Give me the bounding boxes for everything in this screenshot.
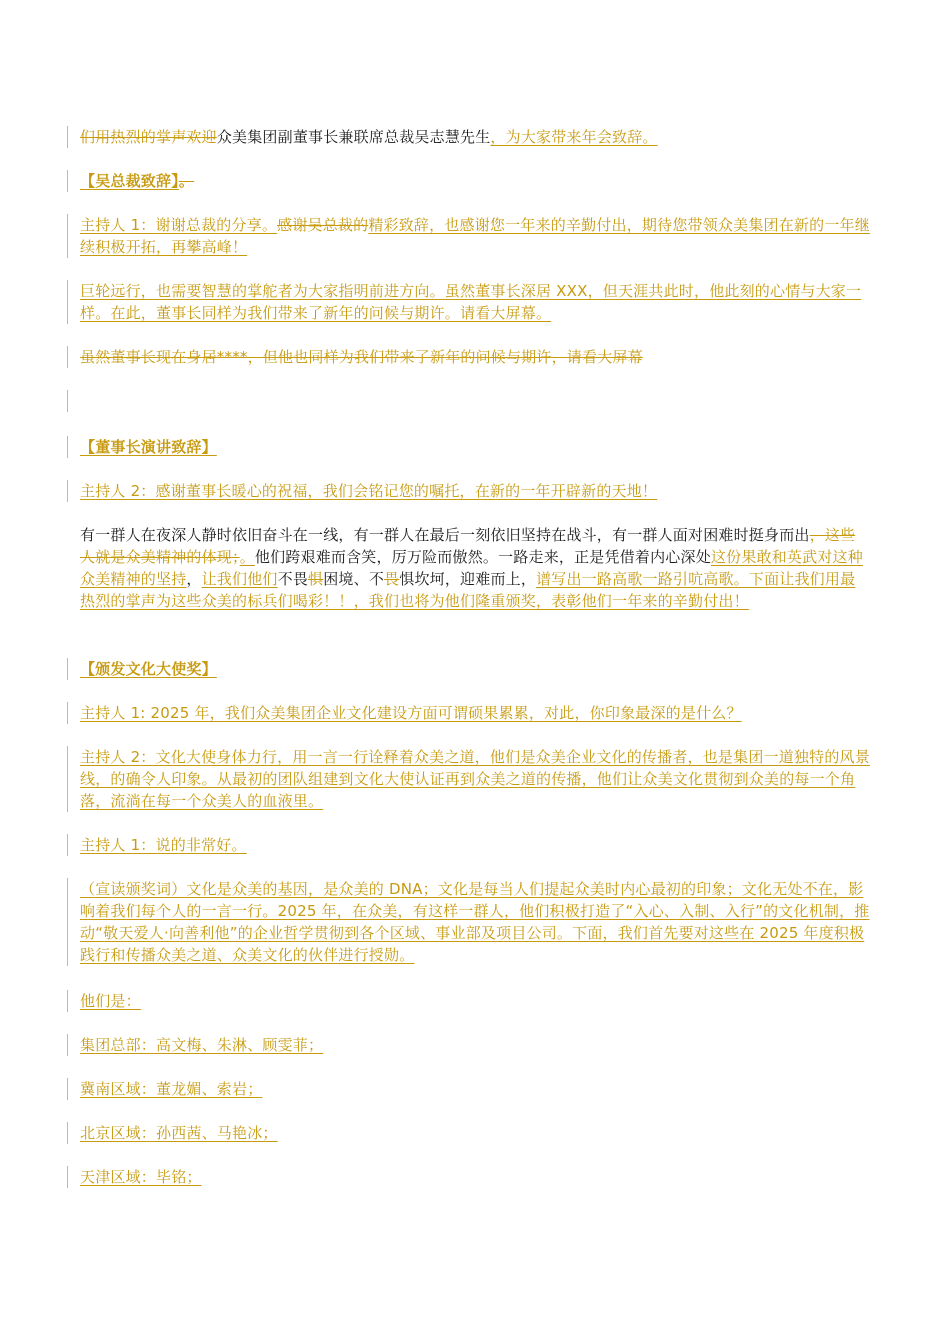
inserted-text: 主持人 2：感谢董事长暖心的祝福，我们会铭记您的嘱托，在新的一年开辟新的天地！: [80, 482, 658, 500]
change-bar: [67, 126, 68, 148]
change-bar: [67, 878, 68, 966]
deleted-text: ，这些人就是众美精神的体现；: [80, 526, 856, 566]
list-item-jinan-region: [80, 1078, 870, 1100]
change-bar: [67, 1034, 68, 1056]
inserted-text: ，为大家带来年会致辞。: [490, 128, 658, 146]
inserted-text: 主持人 2：文化大使身体力行，用一言一行诠释着众美之道，他们是众美企业文化的传播者，也是集团一道独特的风景线，的确令人印象。从最初的团队组建到文化大使认证再到众美之道的传播，他们让众美文化贯彻到众美的每一个角落，流淌在每一个众美人的血液里。: [80, 748, 870, 810]
change-bar: [67, 1166, 68, 1188]
paragraph-deleted-chairman: [80, 346, 870, 368]
list-item-tianjin-region: [80, 1166, 870, 1188]
change-bar: [67, 346, 68, 368]
change-bar: [67, 280, 68, 324]
inserted-text: 天津区域：毕铭；: [80, 1168, 202, 1186]
change-bar: [67, 1122, 68, 1144]
body-text: ，: [186, 570, 202, 588]
heading-culture-award: [80, 658, 870, 680]
change-bar: [67, 480, 68, 502]
deleted-text: 虽然董事长现在身居****，但他也同样为我们带来了新年的问候与期许，请看大屏幕: [80, 348, 643, 366]
body-text: 惧坎坷，迎难而上，: [399, 570, 537, 588]
heading-president-speech: [80, 170, 870, 192]
change-bar: [67, 214, 68, 258]
body-text: 困境、不: [323, 570, 385, 588]
paragraph-host2-ambassador: [80, 746, 870, 812]
paragraph-award-citation: [80, 878, 870, 966]
inserted-text: 巨轮远行，也需要智慧的掌舵者为大家指明前进方向。虽然董事长深居 XXX，但天涯共此时，他此刻的心情与大家一样。在此，董事长同样为我们带来了新年的问候与期许。请看大屏幕。: [80, 282, 862, 322]
change-bar: [67, 990, 68, 1012]
list-item-headquarters: [80, 1034, 870, 1056]
body-text: 有一群人在夜深人静时依旧奋斗在一线，有一群人在最后一刻依旧坚持在战斗，有一群人面对困难时挺身而出: [80, 526, 810, 544]
deleted-text: 们用热烈的掌声欢迎: [80, 128, 217, 146]
heading-chairman-speech: [80, 436, 870, 458]
deleted-text: 。: [178, 172, 195, 190]
deleted-text: 畏: [384, 570, 400, 588]
change-bar: [67, 170, 68, 192]
paragraph-host2-thanks: [80, 480, 870, 502]
change-bar: [67, 436, 68, 458]
body-text: 众美集团副董事长兼联席总裁吴志慧先生: [216, 128, 491, 146]
paragraph-host1-thanks: [80, 214, 870, 258]
inserted-text: 【吴总裁致辞】: [80, 172, 179, 190]
body-text: 不畏: [277, 570, 309, 588]
paragraph-intro-welcome: [80, 126, 870, 148]
inserted-text: 精彩致辞，也感谢您一年来的辛勤付出，期待您带领众美集团在新的一年继续积极开拓，再攀高峰！: [80, 216, 870, 256]
change-bar: [67, 746, 68, 812]
paragraph-host1-agree: [80, 834, 870, 856]
inserted-text: 【颁发文化大使奖】: [80, 660, 217, 678]
deleted-text: 惧: [308, 570, 324, 588]
inserted-text: 主持人 1: 2025 年，我们众美集团企业文化建设方面可谓硕果累累，对此，你印象最深的是什么？: [80, 704, 742, 722]
inserted-text: 集团总部：高文梅、朱淋、顾雯菲；: [80, 1036, 324, 1054]
inserted-text: 主持人 1：谢谢总裁的分享。: [80, 216, 278, 234]
paragraph-they-are: [80, 990, 870, 1012]
list-item-beijing-region: [80, 1122, 870, 1144]
inserted-text: （宣读颁奖词）文化是众美的基因，是众美的 DNA；文化是每当人们提起众美时内心最初的印象；文化无处不在，影响着我们每个人的一言一行。2025 年，在众美，有这样一群人，他们积极打造了“入心、入制、入行”的文化机制，推动“敬天爱人·向善利他”的企业哲学贯彻到各个区域、事业部及项目公司。下面，我们首先要对这些在 2025 年度积极践行和传播众美之道、众美文化的伙伴进行授勋。: [80, 880, 870, 964]
paragraph-host1-question: [80, 702, 870, 724]
paragraph-helmsman: [80, 280, 870, 324]
paragraph-award-intro: [80, 524, 870, 612]
change-bar: [67, 1078, 68, 1100]
inserted-text: 这份果敢和英武对这种众美精神的坚持: [80, 548, 863, 588]
change-bar: [67, 390, 68, 412]
inserted-text: 让我们他们: [201, 570, 278, 588]
change-bar: [67, 658, 68, 680]
inserted-text: 他们是：: [80, 992, 141, 1010]
deleted-text: 感谢吴总裁的: [277, 216, 369, 234]
inserted-text: 主持人 1：说的非常好。: [80, 836, 247, 854]
change-bar: [67, 834, 68, 856]
inserted-text: 谱写出一路高歌一路引吭高歌。下面让我们用最热烈的掌声为这些众美的标兵们喝彩！！，我们也将为他们隆重颁奖，表彰他们一年来的辛勤付出！: [80, 570, 856, 610]
inserted-text: 北京区域：孙西茜、马艳冰；: [80, 1124, 278, 1142]
body-text: 他们跨艰难而含笑，厉万险而傲然。一路走来，正是凭借着内心深处: [254, 548, 711, 566]
inserted-text: 冀南区域：董龙媚、索岩；: [80, 1080, 263, 1098]
change-bar: [67, 702, 68, 724]
inserted-text: 【董事长演讲致辞】: [80, 438, 217, 456]
inserted-text: 。: [239, 548, 255, 566]
